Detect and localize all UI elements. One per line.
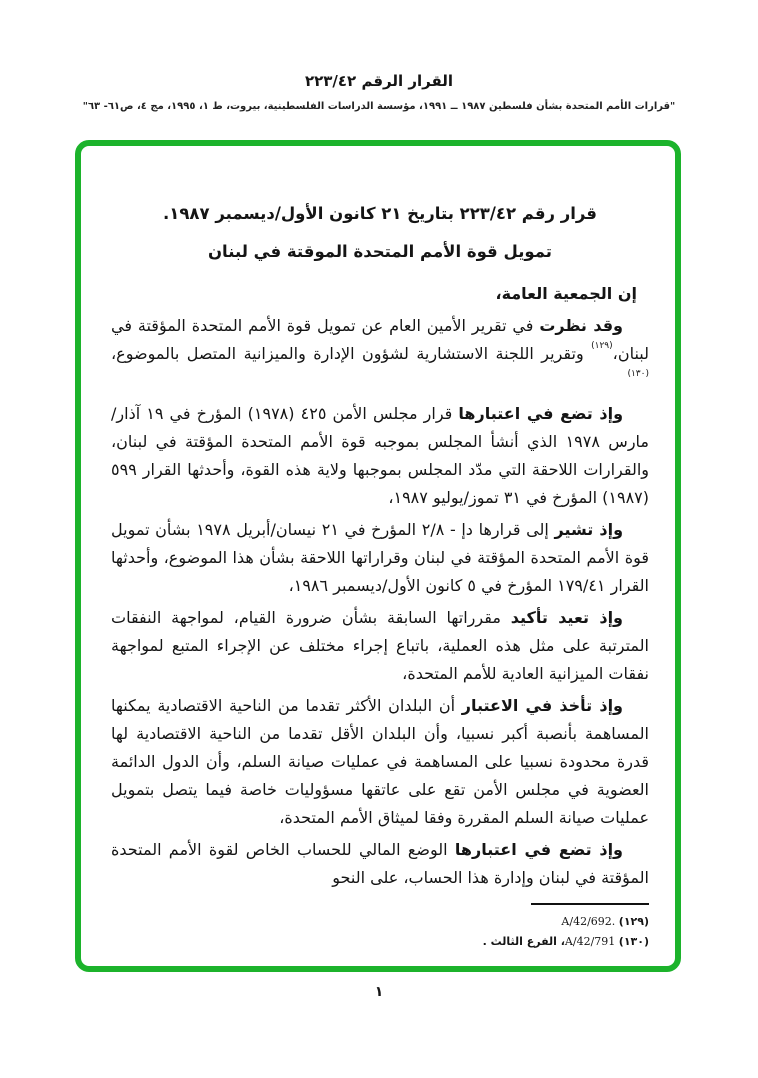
footnote-separator xyxy=(531,903,649,905)
paragraph-lead: وإذ تأخذ في الاعتبار xyxy=(461,696,623,715)
paragraph-text: الوضع المالي للحساب الخاص لقوة الأمم المتحدة المؤقتة في لبنان وإدارة هذا الحساب، على النحو xyxy=(111,840,649,887)
footnote-ref-129: (١٢٩) xyxy=(591,340,613,351)
footnotes-block xyxy=(319,903,649,952)
document-body xyxy=(81,146,675,966)
source-citation: "قرارات الأمم المتحدة بشأن فلسطين ١٩٨٧ ــ ١٩٩١، مؤسسة الدراسات الفلسطينية، بيروت، ط ١، ١٩٩٥، مج ٤، ص٦١- ٦٣" xyxy=(82,101,676,112)
footnote-suffix: ، الفرع الثالث . xyxy=(482,935,565,948)
paragraph-text: قرار مجلس الأمن ٤٢٥ (١٩٧٨) المؤرخ في ١٩ آذار/مارس ١٩٧٨ الذي أنشأ المجلس بموجبه قوة الأمم المتحدة المؤقتة في لبنان، والقرارات اللاحقة التي مدّد المجلس بموجبها ولاية هذه القوة، وأحدثها القرار ٥٩٩ (١٩٨٧) المؤرخ في ٣١ تموز/يوليو ١٩٨٧، xyxy=(111,404,650,507)
paragraph-lead: وإذ تضع في اعتبارها xyxy=(458,404,624,423)
resolution-header-title: القرار الرقم ٢٢٣/٤٢ xyxy=(304,72,454,90)
footnote-item-130 xyxy=(319,932,649,952)
paragraph-text: إلى قرارها دإ - ٢/٨ المؤرخ في ٢١ نيسان/أبريل ١٩٧٨ بشأن تمويل قوة الأمم المتحدة المؤقتة في لبنان وقراراتها اللاحقة بشأن هذا الموضوع، وأحدثها القرار ١٧٩/٤١ المؤرخ في ٥ كانون الأول/ديسمبر ١٩٨٦، xyxy=(111,520,649,595)
page-number: ١ xyxy=(374,984,384,1000)
footnote-symbol: A/42/791 xyxy=(564,935,616,948)
resolution-title-line-2: تمويل قوة الأمم المتحدة الموقتة في لبنان xyxy=(207,242,553,261)
preamble-paragraph-1 xyxy=(111,312,649,396)
footnote-item-129 xyxy=(319,912,649,932)
paragraph-text: في تقرير الأمين العام عن تمويل قوة الأمم المتحدة المؤقتة في لبنان، xyxy=(111,316,649,363)
preamble-paragraph-2 xyxy=(111,400,649,512)
resolution-title-line-1: قرار رقم ٢٢٣/٤٢ بتاريخ ٢١ كانون الأول/ديسمبر ١٩٨٧. xyxy=(163,204,597,223)
paragraph-text: أن البلدان الأكثر تقدما من الناحية الاقتصادية يمكنها المساهمة بأنصبة أكبر نسبيا، وأن البلدان الأقل تقدما من الناحية الاقتصادية لها قدرة محدودة نسبيا على المساهمة في عمليات صيانة السلم، وأن الدول الدائمة العضوية في مجلس الأمن تقع على عاتقها مسؤوليات خاصة فيما يتصل بتمويل عمليات صيانة السلم المقررة وفقا لميثاق الأمم المتحدة، xyxy=(111,696,649,827)
paragraph-lead: وإذ تعيد تأكيد xyxy=(510,608,623,627)
paragraph-lead: وإذ تضع في اعتبارها xyxy=(454,840,624,859)
footnote-symbol: A/42/692. xyxy=(561,915,616,928)
paragraph-lead: وإذ تشير xyxy=(554,520,624,539)
preamble-paragraph-6 xyxy=(111,836,649,892)
preamble-paragraph-5 xyxy=(111,692,649,832)
paragraph-lead: وقد نظرت xyxy=(539,316,623,335)
footnote-marker: (١٣٠) xyxy=(618,935,649,948)
paragraph-text: مقرراتها السابقة بشأن ضرورة القيام، لمواجهة النفقات المترتبة على مثل هذه العملية، باتباع إجراء مختلف عن الإجراء المتبع لمواجهة نفقات الميزانية العادية للأمم المتحدة، xyxy=(111,608,649,683)
green-border-frame xyxy=(75,140,681,972)
footnote-ref-130: (١٣٠) xyxy=(627,368,649,379)
preamble-paragraph-3 xyxy=(111,516,649,600)
preamble-opening: إن الجمعية العامة، xyxy=(495,284,637,303)
paragraph-text: وتقرير اللجنة الاستشارية لشؤون الإدارة والميزانية المتصل بالموضوع، xyxy=(111,344,592,363)
footnote-marker: (١٢٩) xyxy=(618,915,649,928)
preamble-paragraph-4 xyxy=(111,604,649,688)
